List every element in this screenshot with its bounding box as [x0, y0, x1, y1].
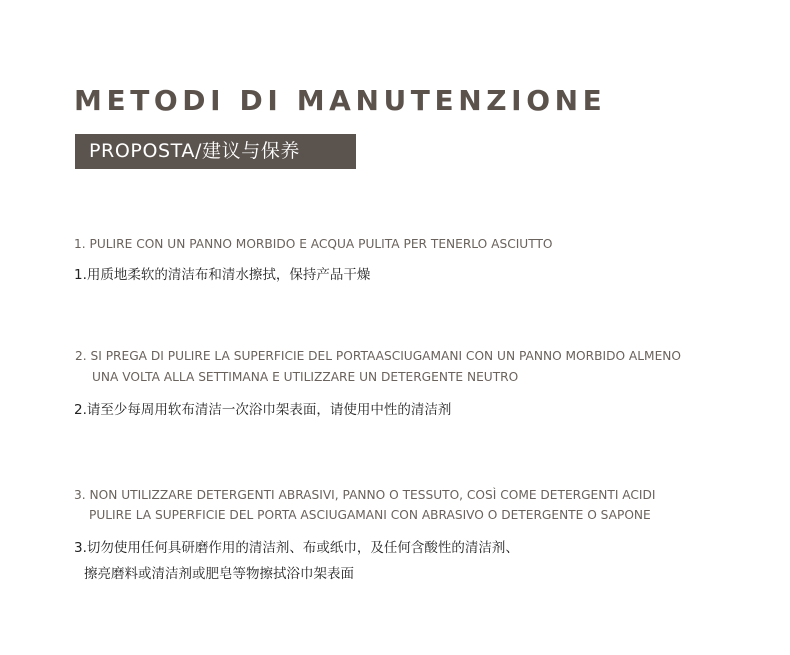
subtitle-text: PROPOSTA/建议与保养 [89, 140, 301, 162]
section-3-chinese-line-2: 擦亮磨料或清洁剂或肥皂等物擦拭浴巾架表面 [84, 566, 354, 582]
section-1-chinese-line-1: 1.用质地柔软的清洁布和清水擦拭，保持产品干燥 [74, 267, 371, 283]
subtitle-banner [75, 134, 356, 169]
page-title: METODI DI MANUTENZIONE [74, 84, 607, 117]
section-2-italian-line-1: 2. SI PREGA DI PULIRE LA SUPERFICIE DEL PORTAASCIUGAMANI CON UN PANNO MORBIDO ALMENO [75, 349, 681, 363]
section-2-chinese-line-1: 2.请至少每周用软布清洁一次浴巾架表面，请使用中性的清洁剂 [74, 402, 452, 418]
section-1-italian-line-1: 1. PULIRE CON UN PANNO MORBIDO E ACQUA PULITA PER TENERLO ASCIUTTO [74, 237, 553, 251]
section-3-italian-line-2: PULIRE LA SUPERFICIE DEL PORTA ASCIUGAMANI CON ABRASIVO O DETERGENTE O SAPONE [89, 508, 651, 522]
section-3-italian-line-1: 3. NON UTILIZZARE DETERGENTI ABRASIVI, PANNO O TESSUTO, COSÌ COME DETERGENTI ACIDI [74, 488, 656, 502]
section-3-chinese-line-1: 3.切勿使用任何具研磨作用的清洁剂、布或纸巾，及任何含酸性的清洁剂、 [74, 540, 519, 556]
section-2-italian-line-2: UNA VOLTA ALLA SETTIMANA E UTILIZZARE UN DETERGENTE NEUTRO [92, 370, 519, 384]
